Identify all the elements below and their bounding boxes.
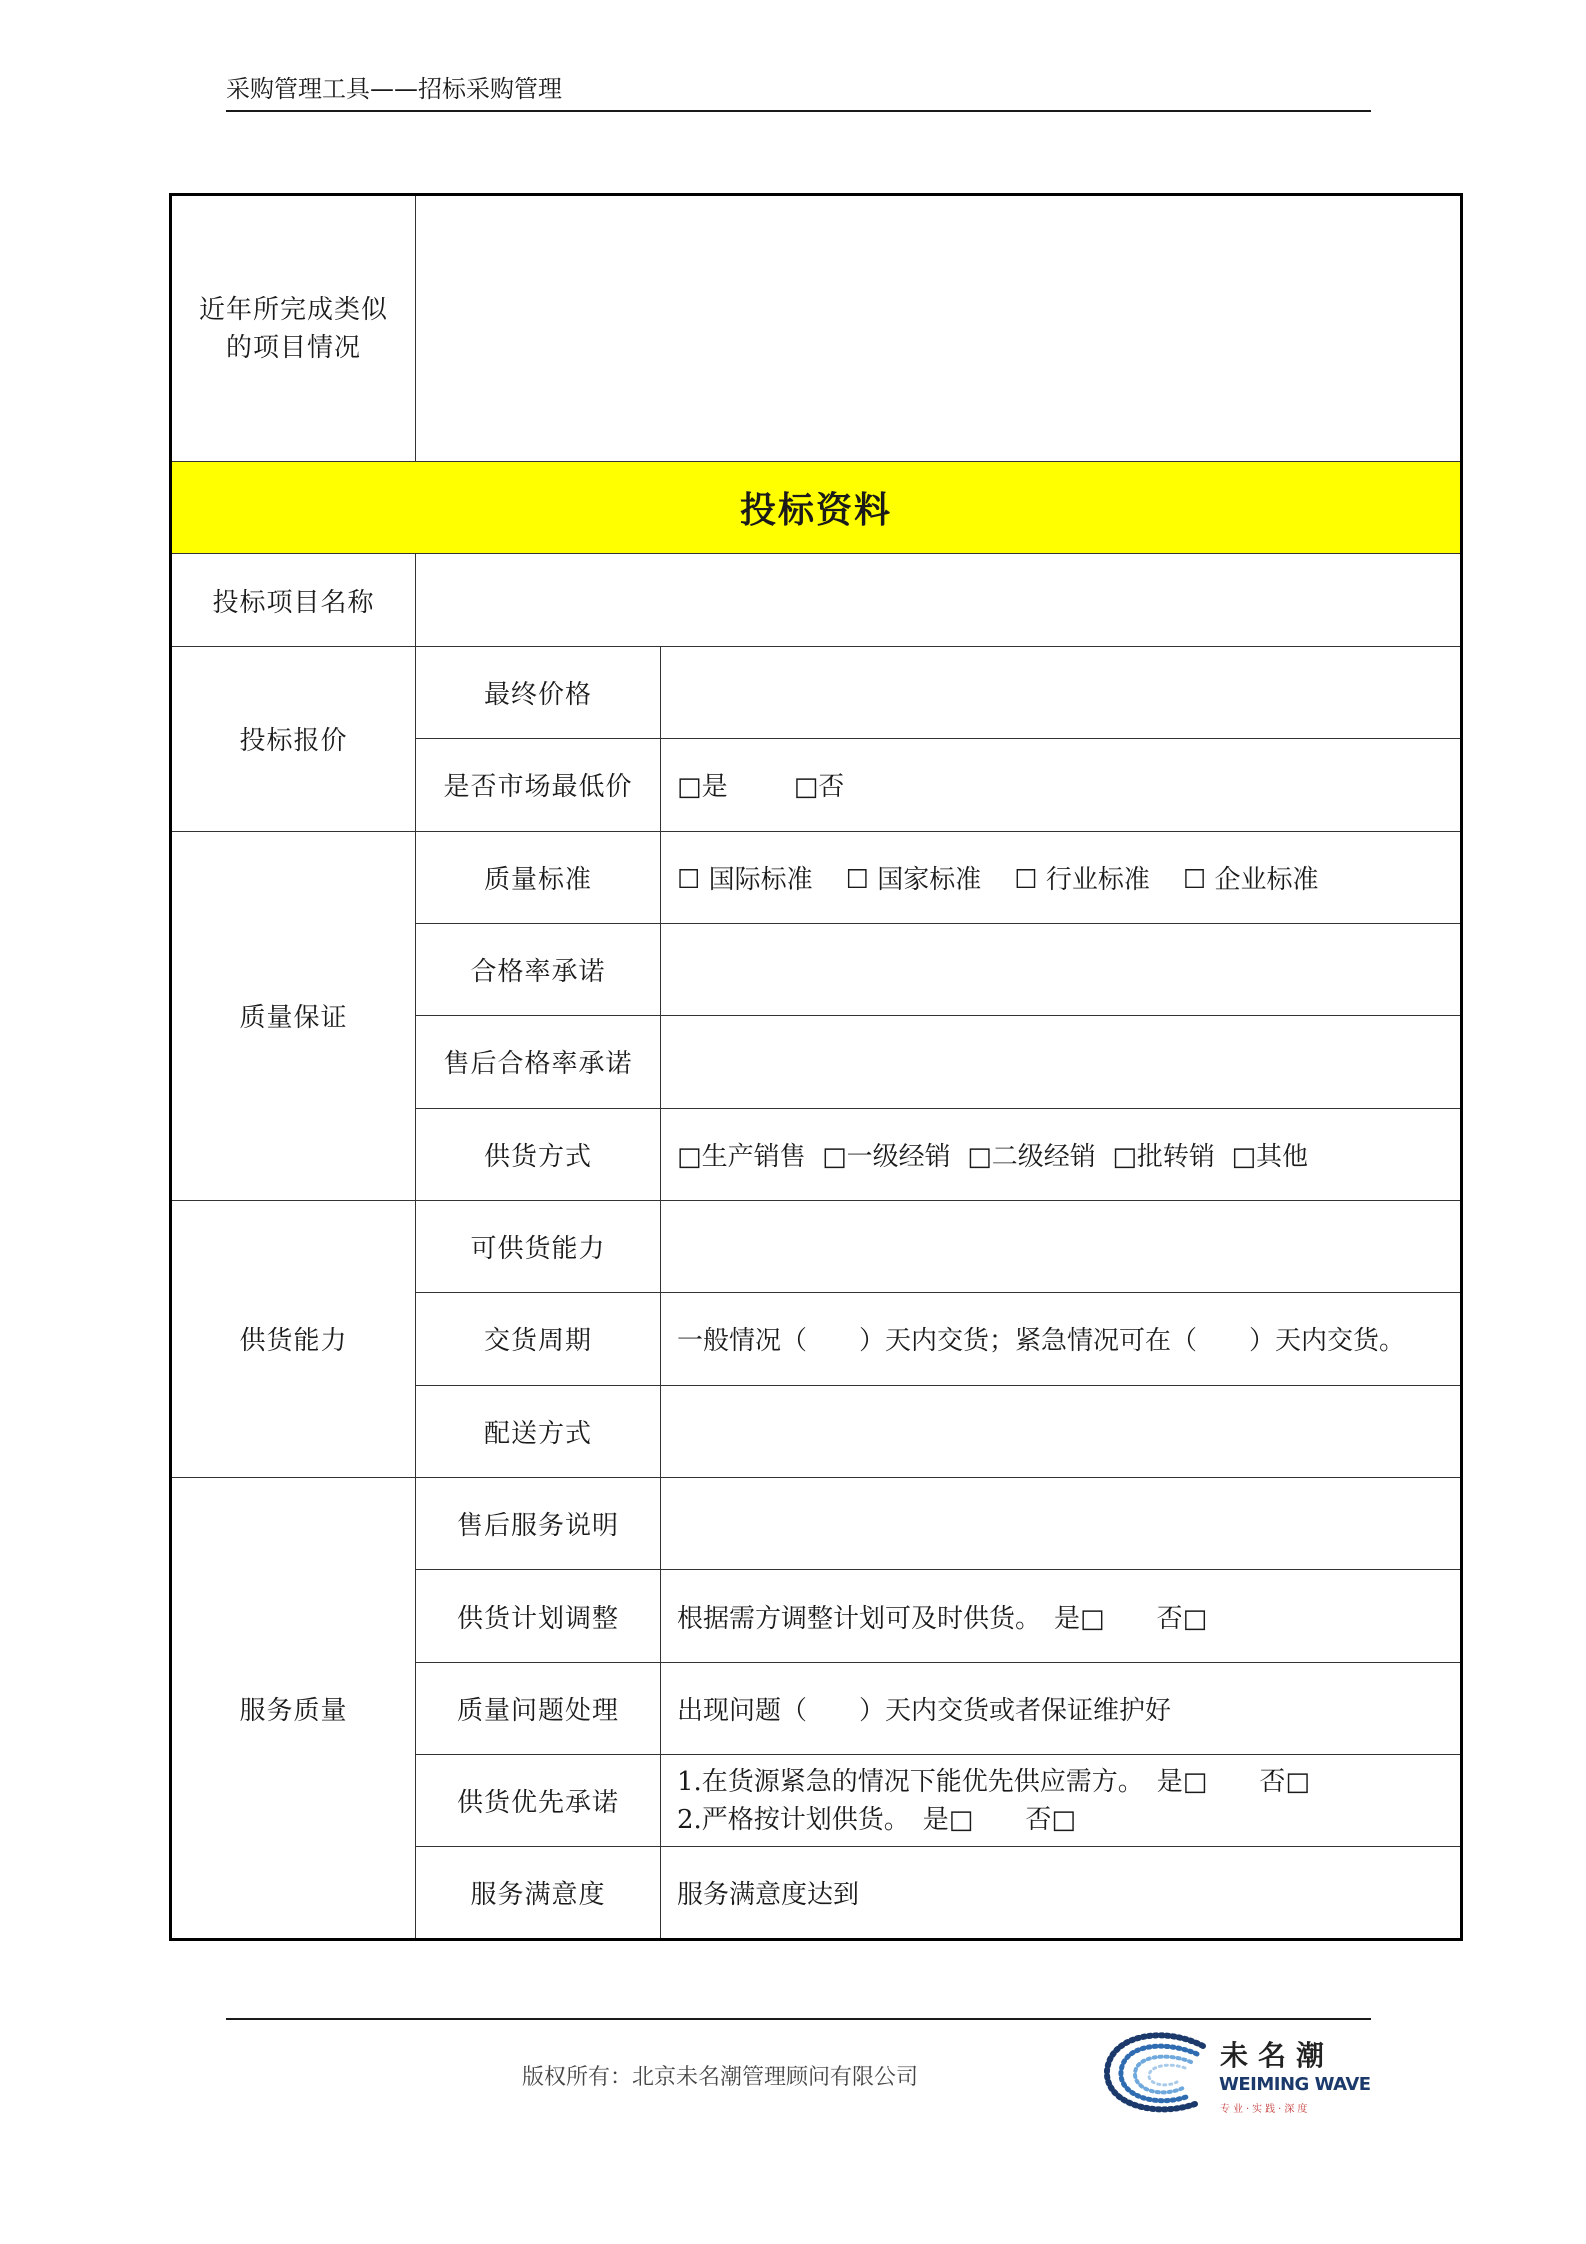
delivery-cycle-label: 交货周期 (416, 1293, 661, 1385)
project-name-label: 投标项目名称 (171, 554, 416, 646)
lowest-price-label: 是否市场最低价 (416, 739, 661, 831)
supply-other-checkbox[interactable]: □其他 (1231, 1141, 1309, 1172)
after-sale-pass-rate-label: 售后合格率承诺 (416, 1016, 661, 1108)
lowest-price-options (661, 739, 1462, 831)
supply-production-checkbox[interactable]: □生产销售 (677, 1141, 806, 1172)
similar-projects-field[interactable] (416, 195, 1462, 462)
standard-national-checkbox[interactable]: ☐ 国家标准 (845, 864, 982, 895)
supply-mode-options (661, 1108, 1462, 1200)
footer-divider (226, 2018, 1371, 2020)
final-price-field[interactable] (661, 646, 1462, 738)
lowest-yes-checkbox[interactable]: □是 (677, 772, 728, 803)
service-group-label: 服务质量 (171, 1478, 416, 1940)
satisfaction-text: 服务满意度达到 (661, 1847, 1462, 1940)
supply-primary-dealer-checkbox[interactable]: □一级经销 (822, 1141, 951, 1172)
available-capacity-field[interactable] (661, 1200, 1462, 1292)
quality-standard-label: 质量标准 (416, 831, 661, 923)
logo-tagline: 专业·实践·深度 (1220, 2104, 1311, 2115)
pass-rate-field[interactable] (661, 923, 1462, 1015)
row-quality-standard (171, 831, 1462, 923)
row-final-price (171, 646, 1462, 738)
row-available-capacity (171, 1200, 1462, 1292)
similar-projects-label-line1: 近年所完成类似 (198, 294, 388, 325)
lowest-no-checkbox[interactable]: □否 (793, 772, 845, 803)
company-logo (1085, 2026, 1385, 2126)
after-sale-service-field[interactable] (661, 1478, 1462, 1570)
wave-swirl-icon (1085, 2026, 1220, 2126)
row-section-title (171, 462, 1462, 554)
available-capacity-label: 可供货能力 (416, 1200, 661, 1292)
after-sale-pass-rate-field[interactable] (661, 1016, 1462, 1108)
quality-issue-label: 质量问题处理 (416, 1662, 661, 1754)
footer-copyright: 版权所有：北京未名潮管理顾问有限公司 (521, 2065, 918, 2090)
logo-english: WEIMING WAVE (1219, 2074, 1371, 2095)
supply-secondary-dealer-checkbox[interactable]: □二级经销 (967, 1141, 1096, 1172)
page-header (226, 70, 1371, 112)
supply-priority-line1: 1.在货源紧急的情况下能优先供应需方。 是□ 否□ (677, 1766, 1310, 1797)
delivery-mode-field[interactable] (661, 1385, 1462, 1477)
row-similar-projects (171, 195, 1462, 462)
bid-price-group-label: 投标报价 (171, 646, 416, 831)
standard-enterprise-checkbox[interactable]: ☐ 企业标准 (1182, 864, 1319, 895)
after-sale-service-label: 售后服务说明 (416, 1478, 661, 1570)
satisfaction-label: 服务满意度 (416, 1847, 661, 1940)
quality-group-label: 质量保证 (171, 831, 416, 1200)
supply-priority-line2: 2.严格按计划供货。 是□ 否□ (677, 1804, 1076, 1835)
quality-standard-options (661, 831, 1462, 923)
logo-name: 未名潮 (1220, 2039, 1335, 2072)
supply-mode-label: 供货方式 (416, 1108, 661, 1200)
capacity-group-label: 供货能力 (171, 1200, 416, 1477)
supply-resale-checkbox[interactable]: □批转销 (1112, 1141, 1215, 1172)
plan-adjust-label: 供货计划调整 (416, 1570, 661, 1662)
header-title: 采购管理工具——招标采购管理 (226, 75, 562, 103)
supply-priority-text (661, 1755, 1462, 1847)
delivery-mode-label: 配送方式 (416, 1385, 661, 1477)
plan-adjust-text: 根据需方调整计划可及时供货。 是□ 否□ (661, 1570, 1462, 1662)
delivery-cycle-text: 一般情况（ ）天内交货；紧急情况可在（ ）天内交货。 (661, 1293, 1462, 1385)
supply-priority-label: 供货优先承诺 (416, 1755, 661, 1847)
similar-projects-label-line2: 的项目情况 (225, 332, 361, 363)
quality-issue-text: 出现问题（ ）天内交货或者保证维护好 (661, 1662, 1462, 1754)
pass-rate-label: 合格率承诺 (416, 923, 661, 1015)
project-name-field[interactable] (416, 554, 1462, 646)
row-after-sale-service (171, 1478, 1462, 1570)
standard-international-checkbox[interactable]: ☐ 国际标准 (677, 864, 813, 895)
row-project-name (171, 554, 1462, 646)
final-price-label: 最终价格 (416, 646, 661, 738)
bid-info-form (169, 193, 1463, 1941)
standard-industry-checkbox[interactable]: ☐ 行业标准 (1014, 864, 1150, 895)
similar-projects-label (171, 195, 416, 462)
section-title: 投标资料 (171, 462, 1462, 554)
